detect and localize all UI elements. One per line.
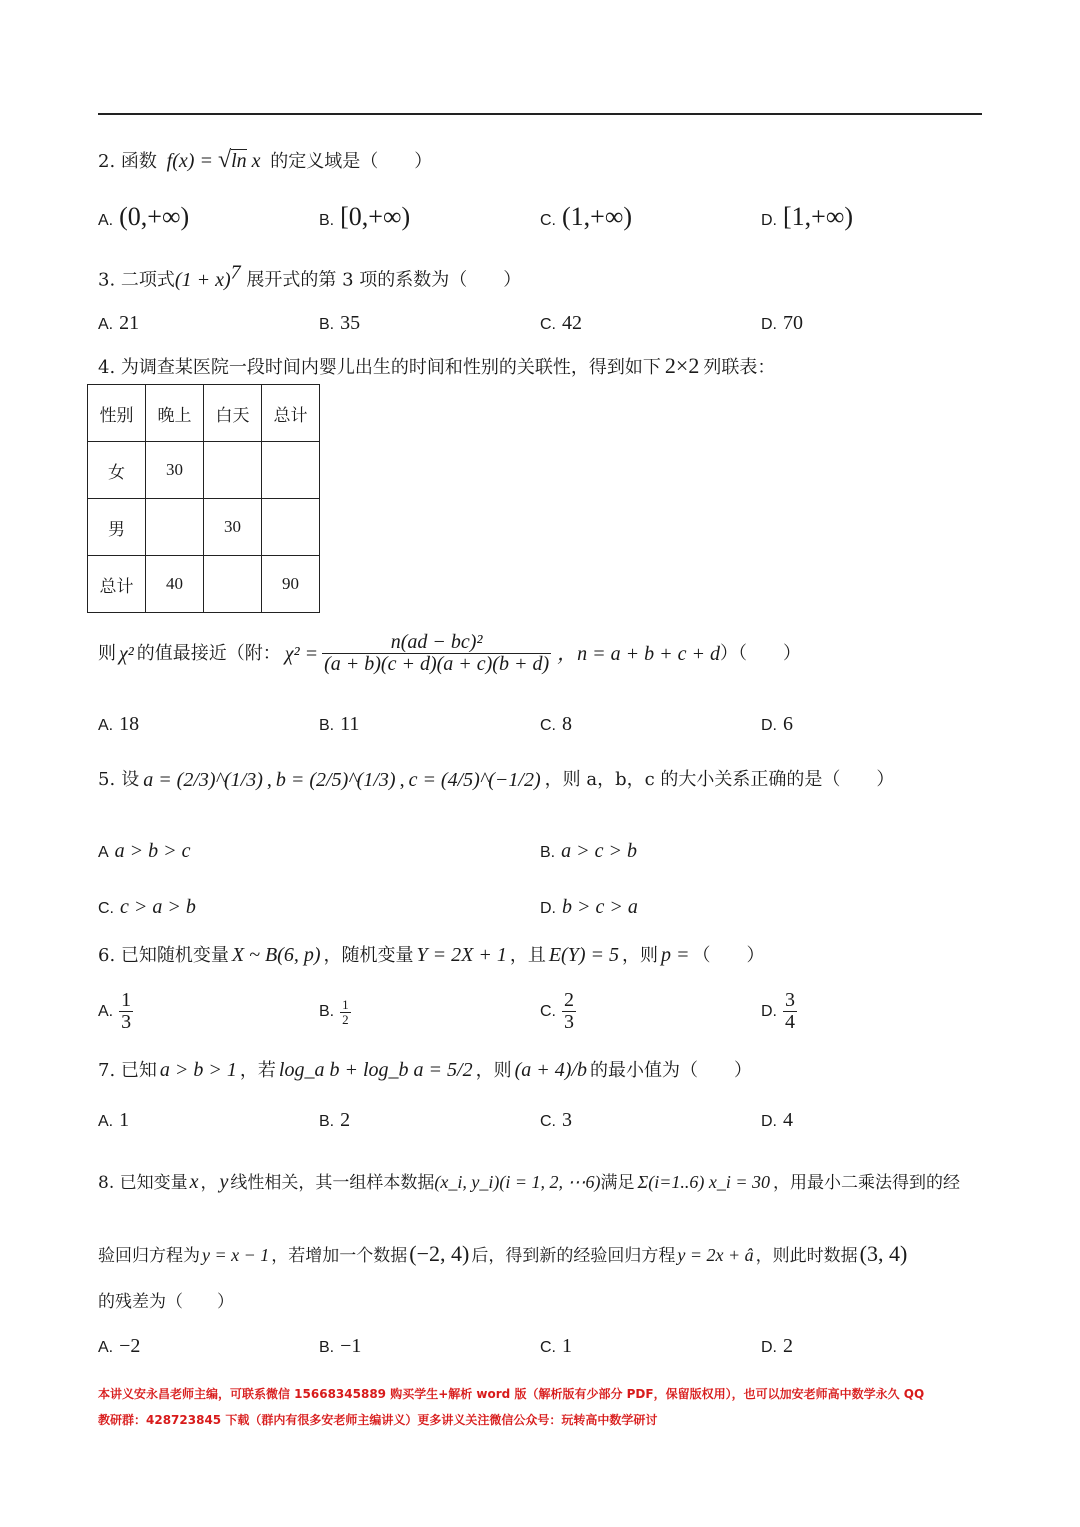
option-label: C.	[540, 316, 556, 333]
question-7	[98, 1060, 752, 1080]
formula-lhs: χ² =	[284, 642, 319, 665]
option-b[interactable]	[319, 204, 410, 230]
chi-symbol: χ²	[119, 642, 134, 665]
option-label: C.	[540, 1002, 556, 1020]
option-b[interactable]	[319, 1110, 350, 1130]
option-d[interactable]	[761, 990, 797, 1033]
question-text: ，则	[475, 1060, 512, 1081]
option-value: 4	[783, 1109, 793, 1131]
distribution-expression: X ~ B(6, p)	[231, 944, 321, 966]
option-c[interactable]	[540, 714, 572, 734]
option-value: 8	[562, 713, 572, 735]
question-text: ，若增加一个数据	[271, 1246, 408, 1266]
table-row	[88, 442, 320, 499]
option-fraction: $\frac{1}{3}$	[121, 989, 132, 1033]
option-label: C.	[540, 1113, 556, 1130]
question-number: 3.	[98, 269, 116, 291]
option-a[interactable]	[98, 313, 139, 333]
question-text: 已知变量	[119, 1173, 188, 1193]
question-text: ，则此时数据	[755, 1246, 858, 1266]
c-definition: c = (4/5)^(−1/2)	[408, 769, 541, 791]
question-8-line-1	[98, 1172, 960, 1192]
option-c[interactable]	[540, 1110, 572, 1130]
regression-equation: y = x − 1	[202, 1245, 270, 1265]
option-label: D.	[761, 316, 777, 333]
option-fraction: $\frac{1}{2}$	[342, 997, 349, 1027]
question-5: 5. 设 a = (2/3)^(1/3) , b = (2/5)^(1/3) , c = (4/5)^(−1/2) ，则 a，b，c 的大小关系正确的是（ ）	[98, 769, 895, 791]
option-fraction: $\frac{3}{4}$	[785, 989, 795, 1033]
option-value: 70	[783, 312, 803, 334]
question-4	[98, 355, 775, 377]
var-x: x	[189, 1171, 199, 1193]
question-text: 列联表：	[703, 357, 776, 378]
option-a[interactable]	[98, 204, 189, 230]
sample-data-expression: (x_i, y_i)(i = 1, 2, ⋯6)	[434, 1172, 601, 1192]
question-text: 为调查某医院一段时间内婴儿出生的时间和性别的关联性，得到如下	[120, 357, 661, 378]
option-label: A.	[98, 1002, 114, 1020]
question-text: ，且	[509, 945, 546, 966]
header-rule	[98, 113, 982, 115]
function-expression: f(x) = √ln x	[166, 147, 261, 173]
log-expression: log_a b + log_b a = 5/2	[278, 1059, 473, 1081]
table-row	[88, 499, 320, 556]
option-label: D.	[761, 1339, 777, 1356]
question-6	[98, 945, 765, 965]
b-definition: b = (2/5)^(1/3)	[275, 769, 396, 791]
table-row	[88, 556, 320, 613]
question-text: 设	[121, 769, 140, 790]
option-d[interactable]	[761, 313, 803, 333]
question-text: 的值最接近（附：	[136, 642, 281, 664]
option-d[interactable]	[761, 1336, 793, 1356]
option-value: 3	[562, 1109, 572, 1131]
chi-formula	[322, 632, 551, 675]
option-c[interactable]	[540, 313, 582, 333]
option-label: A.	[98, 1113, 114, 1130]
new-regression-equation: y = 2x + â	[677, 1245, 754, 1265]
option-value: 2	[340, 1109, 351, 1131]
question-text: ，若	[239, 1060, 276, 1081]
question-text: 验回归方程为	[98, 1246, 200, 1266]
data-point: (−2, 4)	[409, 1241, 470, 1266]
binomial-expression: $(1 + x)^7$	[174, 261, 241, 291]
question-text: ）（ ）	[720, 642, 801, 664]
table-header: 性别	[88, 385, 146, 442]
question-text: ，	[200, 1173, 218, 1193]
table-header: 白天	[204, 385, 262, 442]
option-b[interactable]	[540, 841, 637, 861]
option-label: D.	[761, 717, 777, 734]
table-cell: 40	[146, 556, 204, 613]
option-value: −2	[119, 1335, 141, 1357]
option-label: B.	[319, 1003, 335, 1021]
table-cell: 30	[204, 499, 262, 556]
question-number: 2.	[98, 151, 116, 172]
question-number: 5.	[98, 769, 116, 790]
option-c[interactable]	[540, 990, 576, 1033]
option-value: [1,+∞)	[783, 202, 854, 231]
option-value: 2	[783, 1335, 793, 1357]
option-value: 1	[562, 1335, 572, 1357]
question-text: 线性相关，其一组样本数据	[230, 1173, 435, 1193]
option-value: (0,+∞)	[119, 202, 190, 231]
option-a[interactable]	[98, 1110, 129, 1130]
question-text: 的定义域是（ ）	[270, 151, 433, 172]
option-label: D.	[540, 900, 556, 917]
table-cell: 90	[262, 556, 320, 613]
option-a[interactable]	[98, 841, 191, 861]
table-cell	[204, 442, 262, 499]
question-3	[98, 262, 521, 290]
sum-expression: Σ(i=1..6) x_i = 30	[637, 1172, 770, 1192]
question-text: 的最小值为（ ）	[589, 1060, 752, 1081]
option-b[interactable]	[319, 1336, 361, 1356]
option-fraction: $\frac{2}{3}$	[564, 989, 574, 1033]
option-label: B.	[319, 1339, 335, 1356]
option-value: 11	[340, 713, 360, 735]
option-a[interactable]	[98, 1336, 140, 1356]
option-value: a > b > c	[114, 840, 191, 862]
question-text: 已知	[120, 1060, 157, 1081]
table-cell: 30	[146, 442, 204, 499]
question-number: 7.	[98, 1060, 116, 1081]
option-label: A.	[98, 316, 114, 333]
p-expression: p =	[661, 944, 690, 966]
var-y: y	[219, 1171, 229, 1193]
question-text: （ ）	[692, 945, 765, 966]
y-expression: Y = 2X + 1	[416, 944, 507, 966]
option-value: (1,+∞)	[562, 202, 633, 231]
option-d[interactable]	[761, 204, 853, 230]
chi-square-question	[98, 632, 801, 675]
formula-denominator: (a + b)(c + d)(a + c)(b + d)	[324, 653, 550, 675]
table-cell: 女	[88, 442, 146, 499]
option-label: C.	[540, 212, 556, 229]
question-2	[98, 148, 432, 172]
condition-expression: a > b > 1	[159, 1059, 237, 1081]
option-value: 42	[562, 312, 582, 334]
option-c[interactable]	[540, 204, 632, 230]
question-text: ，则 a，b，c 的大小关系正确的是（ ）	[544, 769, 895, 790]
question-text: ，用最小二乘法得到的经	[773, 1173, 960, 1193]
option-label: A.	[98, 1339, 114, 1356]
footer-line-1: 本讲义安永昌老师主编，可联系微信 15668345889 购买学生+解析 word 版（解析版有少部分 PDF，保留版权用），也可以加安老师高中数学永久 QQ	[98, 1387, 925, 1401]
option-b[interactable]	[319, 714, 359, 734]
question-text: 函数	[120, 151, 157, 172]
a-definition: a = (2/3)^(1/3)	[143, 769, 263, 791]
formula-numerator: n(ad − bc)²	[322, 632, 551, 654]
question-text: ，则	[622, 945, 658, 966]
option-label: A	[98, 844, 109, 861]
table-cell: 男	[88, 499, 146, 556]
n-definition: ，n = a + b + c + d	[557, 642, 720, 665]
option-value: 6	[783, 713, 793, 735]
question-text: 则	[98, 642, 116, 664]
option-value: 21	[119, 312, 140, 334]
option-label: B.	[319, 1113, 335, 1130]
option-value: a > c > b	[561, 840, 637, 862]
option-d[interactable]	[761, 1110, 793, 1130]
target-expression: (a + 4)/b	[514, 1059, 587, 1081]
question-number: 8.	[98, 1173, 115, 1193]
option-label: A.	[98, 212, 114, 229]
question-text: 满足	[600, 1173, 635, 1193]
table-cell: 总计	[88, 556, 146, 613]
option-label: B.	[319, 717, 335, 734]
question-text: 已知随机变量	[120, 945, 229, 966]
expectation-expression: E(Y) = 5	[548, 944, 619, 966]
question-text: ，随机变量	[323, 945, 414, 966]
option-b[interactable]	[319, 998, 351, 1026]
option-value: b > c > a	[562, 896, 638, 918]
table-cell	[146, 499, 204, 556]
question-number: 4.	[98, 357, 116, 378]
option-label: A.	[98, 717, 114, 734]
option-c[interactable]	[540, 1336, 572, 1356]
table-cell	[204, 556, 262, 613]
question-number: 6.	[98, 945, 116, 966]
option-label: C.	[98, 900, 114, 917]
question-text: 二项式	[120, 269, 175, 291]
option-a[interactable]	[98, 990, 133, 1033]
option-value: −1	[340, 1335, 362, 1357]
option-label: D.	[761, 1002, 777, 1020]
table-header: 总计	[262, 385, 320, 442]
option-label: B.	[540, 844, 556, 861]
option-d[interactable]	[761, 714, 793, 734]
option-label: C.	[540, 1339, 556, 1356]
option-value: [0,+∞)	[340, 202, 411, 231]
question-8-line-3	[98, 1294, 234, 1311]
data-point: (3, 4)	[859, 1241, 908, 1266]
contingency-table	[87, 384, 320, 613]
table-header-row	[88, 385, 320, 442]
question-text: 的残差为（ ）	[98, 1292, 234, 1312]
option-value: 35	[340, 312, 361, 334]
footer-line-2: 教研群：428723845 下载（群内有很多安老师主编讲义）更多讲义关注微信公众号：玩转高中数学研讨	[98, 1413, 658, 1427]
option-a[interactable]	[98, 714, 139, 734]
option-label: B.	[319, 212, 335, 229]
option-label: D.	[761, 212, 777, 229]
option-d[interactable]	[540, 897, 638, 917]
option-label: D.	[761, 1113, 777, 1130]
option-value: c > a > b	[120, 896, 196, 918]
table-header: 晚上	[146, 385, 204, 442]
option-value: 1	[119, 1109, 130, 1131]
question-text: 展开式的第 3 项的系数为（ ）	[246, 269, 522, 291]
question-text: 后，得到新的经验回归方程	[471, 1246, 676, 1266]
option-label: C.	[540, 717, 556, 734]
option-label: B.	[319, 316, 335, 333]
option-value: 18	[119, 713, 140, 735]
table-size: 2×2	[664, 353, 700, 378]
table-cell	[262, 499, 320, 556]
option-b[interactable]	[319, 313, 360, 333]
question-8-line-2	[98, 1243, 907, 1265]
option-c[interactable]	[98, 897, 196, 917]
table-cell	[262, 442, 320, 499]
